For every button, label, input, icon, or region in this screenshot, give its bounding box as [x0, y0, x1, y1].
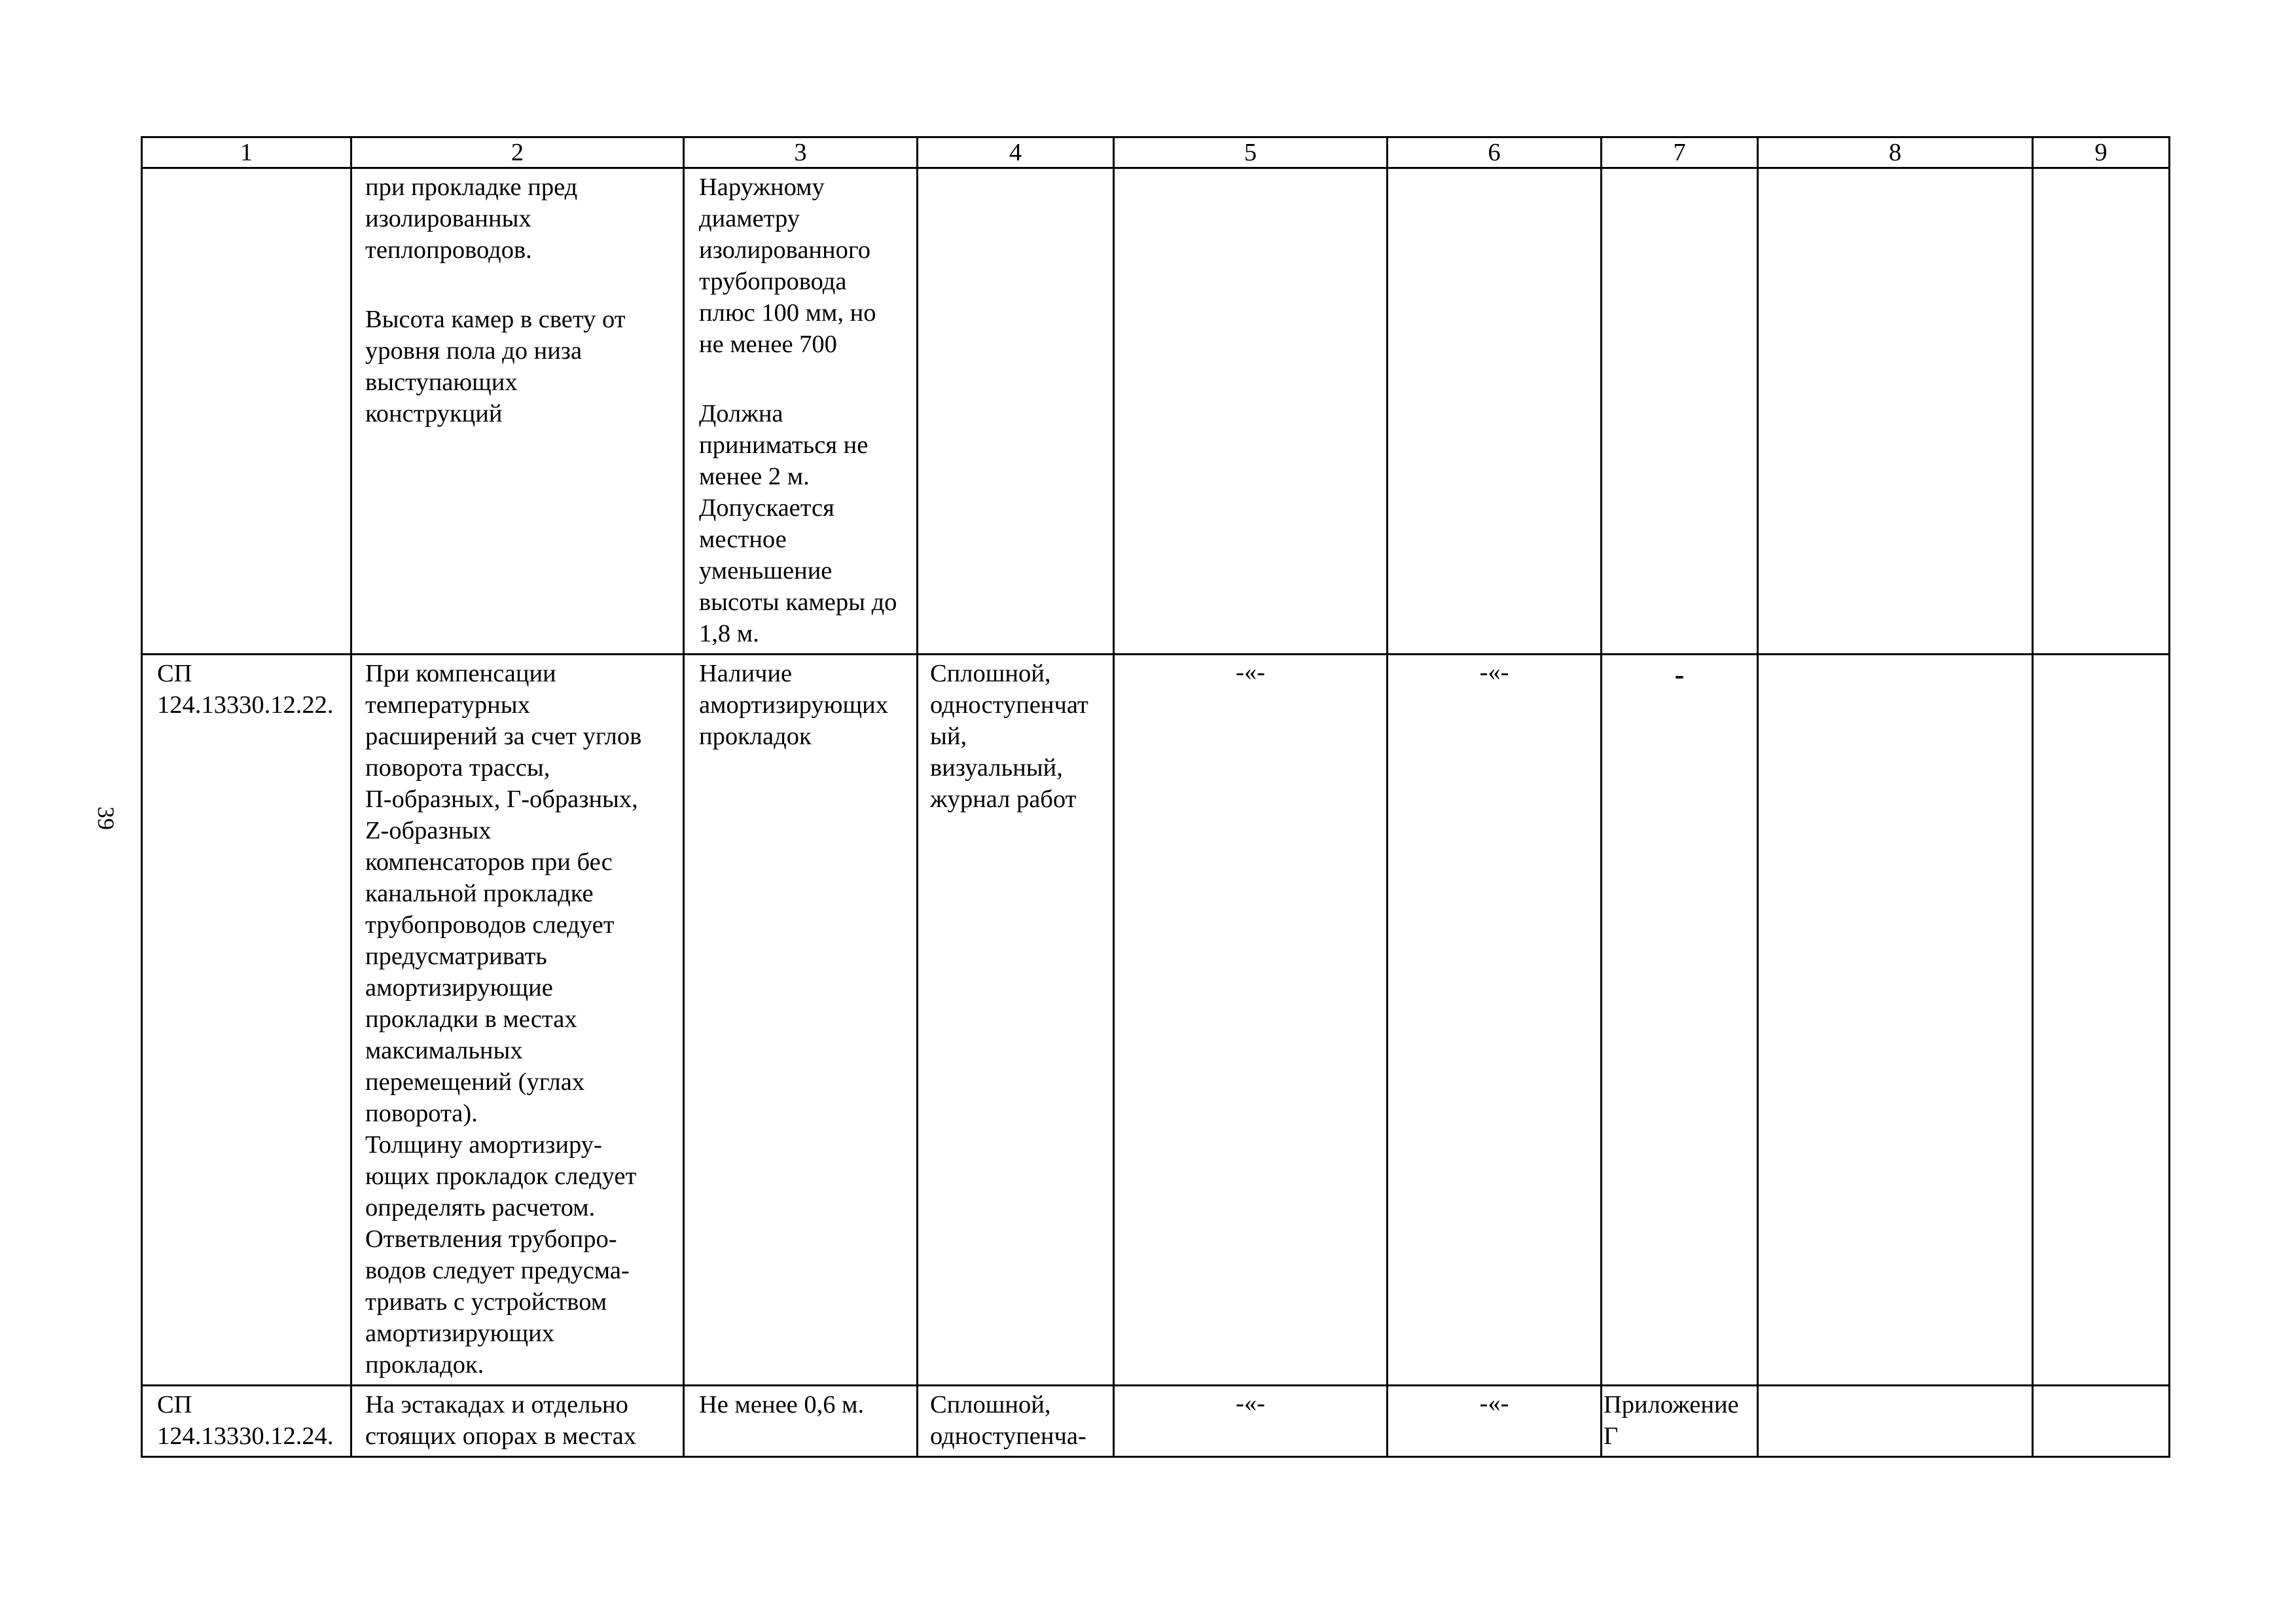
value-text-part1: Наружному диаметру изолированного трубопровода плюс 100 мм, но не менее 700: [699, 173, 876, 358]
cell-col6: -«-: [1388, 655, 1602, 1386]
column-header-7: 7: [1602, 137, 1758, 168]
value-text-part2: Должна приниматься не менее 2 м. Допускается местное уменьшение высоты камеры до 1,8 м.: [699, 400, 897, 647]
cell-value: [684, 168, 918, 655]
column-header-4: 4: [918, 137, 1114, 168]
column-header-5: 5: [1114, 137, 1388, 168]
requirement-text-part1: при прокладке пред изолированных теплопроводов.: [365, 173, 578, 264]
column-header-9: 9: [2033, 137, 2170, 168]
cell-requirement: На эстакадах и отдельно стоящих опорах в местах: [351, 1386, 684, 1457]
cell-col9: [2033, 655, 2170, 1386]
column-header-2: 2: [351, 137, 684, 168]
cell-col8: [1758, 168, 2033, 655]
cell-requirement: При компенсации температурных расширений за счет углов поворота трассы, П-образных, Г-образных, Z-образных компенсаторов при бес канальной прокладке трубопроводов следует предусматривать амортизирующие прокладки в местах максимальных перемещений (углах поворота). Толщину амортизиру- ющих прокладок следует определять расчетом. Ответвления трубопро- водов следует предусма- тривать с устройством амортизирующих прокладок.: [351, 655, 684, 1386]
cell-col8: [1758, 1386, 2033, 1457]
column-header-8: 8: [1758, 137, 2033, 168]
cell-norm-reference: СП 124.13330.12.24.: [142, 1386, 351, 1457]
column-header-6: 6: [1388, 137, 1602, 168]
table-row: [142, 655, 2170, 1386]
cell-col5: -«-: [1114, 1386, 1388, 1457]
cell-requirement: [351, 168, 684, 655]
cell-control-method: [918, 168, 1114, 655]
cell-norm-reference: СП 124.13330.12.22.: [142, 655, 351, 1386]
cell-col8: [1758, 655, 2033, 1386]
cell-col9: [2033, 168, 2170, 655]
cell-col5: [1114, 168, 1388, 655]
cell-norm-reference: [142, 168, 351, 655]
cell-col7: [1602, 168, 1758, 655]
cell-col5: -«-: [1114, 655, 1388, 1386]
requirements-table: [141, 136, 2170, 1458]
cell-col7: Приложение Г: [1602, 1386, 1758, 1457]
column-header-3: 3: [684, 137, 918, 168]
table-row: [142, 168, 2170, 655]
table-row: [142, 1386, 2170, 1457]
requirement-text-part2: Высота камер в свету от уровня пола до низа выступающих конструкций: [365, 306, 626, 427]
cell-col7: -: [1602, 655, 1758, 1386]
cell-col9: [2033, 1386, 2170, 1457]
cell-control-method: Сплошной, одноступенча-: [918, 1386, 1114, 1457]
cell-col6: -«-: [1388, 1386, 1602, 1457]
page-number: 39: [93, 806, 119, 830]
header-row: [142, 137, 2170, 168]
column-header-1: 1: [142, 137, 351, 168]
cell-value: Наличие амортизирующих прокладок: [684, 655, 918, 1386]
cell-value: Не менее 0,6 м.: [684, 1386, 918, 1457]
cell-col6: [1388, 168, 1602, 655]
cell-control-method: Сплошной, одноступенчат ый, визуальный, журнал работ: [918, 655, 1114, 1386]
